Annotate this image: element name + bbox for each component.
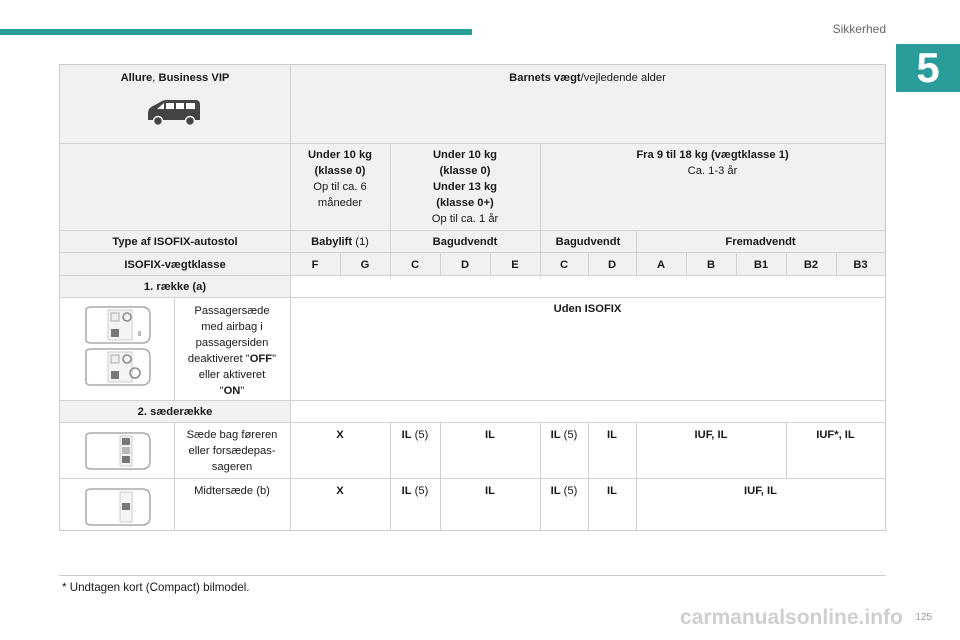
middle-class-cell: IL (607, 485, 617, 497)
behind-class-cell: IL (5) (401, 429, 429, 441)
behind-seat-description: Sæde bag føreren eller forsædepas- sageren (186, 429, 278, 473)
behind-class-cell: IL (485, 429, 495, 441)
group-1-cell: Fra 9 til 18 kg (vægtklasse 1) Ca. 1-3 år (636, 149, 789, 177)
middle-class-cell: IL (5) (401, 485, 429, 497)
weight-header: Barnets vægt/vejledende alder (509, 72, 666, 84)
col-divider (290, 65, 291, 530)
middle-group0-cell: X (336, 485, 344, 497)
watermark: carmanualsonline.info (680, 606, 903, 629)
class-label: ISOFIX-vægtklasse (124, 259, 226, 271)
footnote: * Undtagen kort (Compact) bilmodel. (62, 581, 250, 594)
footnote-divider (59, 575, 886, 576)
van-icon (144, 98, 204, 128)
behind-forward-cell: IUF, IL (694, 429, 728, 441)
class-cell: F (311, 259, 319, 271)
class-cell: C (559, 259, 569, 271)
middle-seat-description: Midtersæde (b) (194, 485, 270, 497)
behind-forward-cell: IUF*, IL (816, 429, 855, 441)
row-divider (60, 230, 885, 231)
page-number: 125 (915, 612, 932, 623)
group-0-cell: Under 10 kg (klasse 0) Op til ca. 6 måneder (307, 149, 373, 209)
passenger-seat-description: Passagersæde med airbag i passagersiden deaktiveret "OFF" eller aktiveret "ON" (187, 305, 277, 397)
vehicle-label: Allure, Business VIP (120, 72, 230, 84)
class-cell: G (360, 259, 370, 271)
second-row-outer-diagram-icon (80, 431, 152, 471)
row-divider (60, 400, 885, 401)
behind-group0-cell: X (336, 429, 344, 441)
class-cell: B (706, 259, 716, 271)
front-seats-diagram-icon (80, 305, 152, 345)
class-cell: D (460, 259, 470, 271)
middle-class-cell: IL (485, 485, 495, 497)
section-title: Sikkerhed (832, 22, 886, 36)
class-cell: D (607, 259, 617, 271)
no-isofix-cell: Uden ISOFIX (553, 303, 622, 315)
front-seats-diagram-icon (80, 347, 152, 387)
babylift-cell: Babylift (1) (311, 236, 369, 248)
class-cell: A (656, 259, 666, 271)
row-divider (60, 252, 885, 253)
chapter-number: 5 (916, 44, 940, 91)
class-cell: B2 (803, 259, 819, 271)
forward-facing-cell: Fremadvendt (725, 236, 796, 248)
chapter-badge (896, 44, 960, 92)
header-accent-bar (0, 29, 472, 35)
middle-forward-cell: IUF, IL (744, 485, 777, 497)
class-cell: B3 (853, 259, 868, 271)
row-divider (60, 422, 885, 423)
class-cell: B1 (753, 259, 769, 271)
rear-facing-cell: Bagudvendt (432, 236, 498, 248)
class-cell: E (511, 259, 519, 271)
second-row-middle-diagram-icon (80, 487, 152, 527)
middle-class-cell: IL (5) (550, 485, 578, 497)
class-cell: C (410, 259, 420, 271)
row-divider (60, 297, 885, 298)
row1-label: 1. række (a) (143, 281, 207, 293)
row2-label: 2. sæderække (137, 406, 213, 418)
row-divider (60, 143, 885, 144)
row-divider (60, 478, 885, 479)
rear-facing-cell: Bagudvendt (555, 236, 621, 248)
type-label: Type af ISOFIX-autostol (112, 236, 238, 248)
behind-class-cell: IL (607, 429, 617, 441)
group-0plus-cell: Under 10 kg (klasse 0) Under 13 kg (klasse 0+) Op til ca. 1 år (431, 149, 499, 225)
behind-class-cell: IL (5) (550, 429, 578, 441)
row-divider (60, 275, 885, 276)
